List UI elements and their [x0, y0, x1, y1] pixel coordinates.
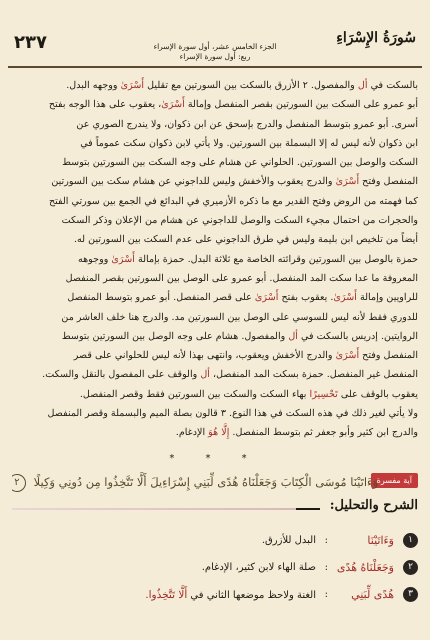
page-number: ٢٣٧	[14, 32, 47, 53]
juz-line: الجزء الخامس عشر، أول سورة الإسراء	[153, 42, 277, 51]
text-line: أيضاً من تلخيص ابن بليمة وليس في طرق الداجوني على عدم السكت بين السورتين له.	[73, 234, 418, 246]
text-line: حمزة بالوصل بين السورتين وقرائته الخاصة مع ثلاثة البدل. حمزة بإمالة أَسْرَىٰ ووجوهه	[77, 253, 418, 265]
verse-row	[8, 470, 422, 494]
text-line: يعقوب بالوقف على تَحْسِيرًا بهاء السكت والسكت بين السورتين فقط وقصر المنفصل.	[79, 388, 418, 400]
note-colon: :	[324, 588, 328, 600]
text-line: والحجرات من احتمال مجيء السكت والوصل للداجوني عن هشام من الإعلان وذكر السكت	[61, 215, 418, 227]
list-item	[12, 530, 418, 557]
note-text: الغنة ولاحظ موضعها الثاني في أَلَّا تَتَّخِذُوا.	[145, 588, 316, 601]
list-item	[12, 557, 418, 584]
explanation-heading	[8, 498, 422, 520]
text-line: ابن ذكوان لأنه ليس له إلا البسملة بين السورتين. ولا يأتي لابن ذكوان سكت عموماً في	[80, 137, 418, 149]
text-line: بالسكت في أل والمفصول. ٢ الأزرق بالسكت بين السورتين مع تقليل أَسْرَىٰ ووجهه البدل.	[66, 80, 418, 91]
surah-name: سُورَةُ الإِسْرَاءِ	[336, 30, 416, 46]
note-highlight: أَلَّا تَتَّخِذُوا.	[145, 588, 188, 601]
list-item	[12, 584, 418, 611]
text-line: الروايتين. إدريس بالسكت في أل والمفصول. هشام على وجه الوصل بين السورتين بتوسط	[61, 330, 418, 342]
text-line: للدوري فقط لأنه ليس للسوسي على الوصل بين السورتين مد. والدرج هنا خلف العاشر من	[61, 311, 418, 323]
section-title: الشرح والتحليل:	[320, 498, 418, 513]
text-line: المعروفة ما عدا سكت المد المنفصل. أبو عمرو على الوصل بين السورتين بقصر المنفصل	[65, 272, 418, 284]
verse-label: آية مفسرة	[371, 473, 418, 488]
note-colon: :	[324, 534, 328, 546]
note-word: هُدًى لِّبَنِي	[351, 587, 394, 601]
text-line: أسرى. أبو عمرو بتوسط المنفصل والدرج بإسحق عن ابن ذكوان، ولا يندرج الصوري عن	[76, 118, 418, 130]
note-number: ١	[403, 533, 418, 548]
text-line: السكت والوصل بين السورتين. الحلواني عن هشام على وجه السكت بين السورتين بتوسط	[62, 157, 418, 169]
commentary-body	[12, 76, 418, 443]
note-word: وَجَعَلْنَاهُ هُدًى	[336, 560, 394, 574]
note-word: وَءَاتَيْنَا	[367, 533, 394, 547]
note-number: ٣	[403, 587, 418, 602]
mushaf-page	[8, 4, 422, 636]
notes-list	[12, 530, 418, 611]
text-line: المنفصل وفتح أَسْرَىٰ والدرج الأخفش ويعقوب، وانتهى بهذا لأنه ليس للحلواني على قصر	[73, 350, 418, 362]
text-line: المنفصل غير المنفصل. حمزة بسكت المد المنفصل، أل والوقف على المفصول بالنقل والسكت.	[42, 369, 418, 381]
text-line: للراويين وإمالة أَسْرَىٰ. يعقوب بفتح أَسْرَىٰ على قصر المنفصل. أبو عمرو بتوسط المنفصل	[67, 292, 418, 304]
note-text: البدل للأزرق.	[261, 534, 316, 546]
verse-text: وَءَاتَيْنَا مُوسَى الْكِتَابَ وَجَعَلْنَاهُ هُدًى لِّبَنِي إِسْرَاءِيلَ أَلَّا تَتَّخِذُوا مِن دُونِي وَكِيلًا ٢	[12, 470, 378, 494]
text-line: كما فهمته من الروض وفتح القدير مع ما ذكره الأزميري في البدائع في الجمع بين سورتي الفتح	[48, 195, 418, 207]
verse-number-icon: ٢	[12, 474, 26, 492]
text-line: المنفصل وفتح أَسْرَىٰ والدرج يعقوب والأخفش وليس للداجوني عن هشام سكت بين السورتين	[51, 176, 418, 188]
section-separator: * * *	[169, 452, 261, 464]
note-number: ٢	[403, 560, 418, 575]
page-header	[8, 4, 422, 68]
juz-info	[118, 42, 312, 62]
text-line: ولا يأتي لغير ذلك في هذه السكت في هذا النوع. ٣ قالون بصلة الميم والبسملة وقصر المنفصل	[47, 408, 418, 420]
text-line: أبو عمرو على السكت بين السورتين بقصر المنفصل وإمالة أَسْرَىٰ، يعقوب على هذا الوجه بفتح	[48, 99, 418, 111]
note-text: صلة الهاء لابن كثير، الإدغام.	[201, 561, 316, 573]
note-colon: :	[324, 561, 328, 573]
rub-line: ربع: أول سورة الإسراء	[179, 52, 251, 61]
text-line: والدرج ابن كثير وأبو جعفر ثم بتوسط المنفصل. إِلَّا هُوَ الإدغام.	[175, 427, 418, 439]
